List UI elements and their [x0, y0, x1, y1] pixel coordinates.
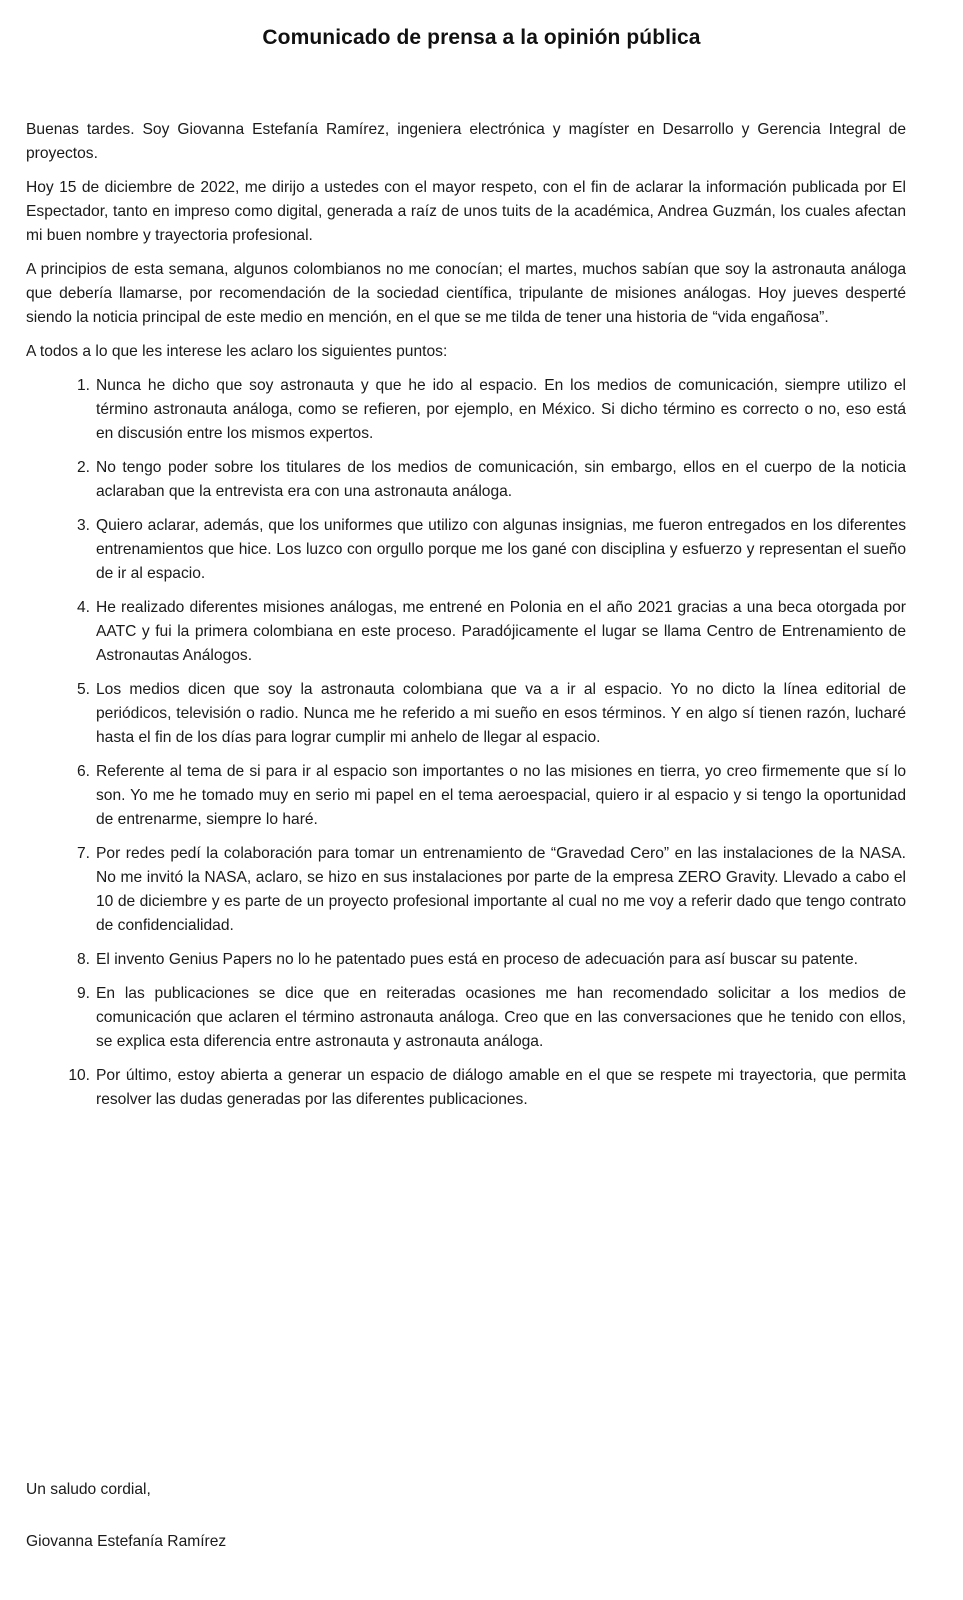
list-item-number: 5.	[76, 681, 90, 698]
list-item-number: 2.	[76, 459, 90, 476]
list-item	[26, 678, 906, 750]
list-item-number: 7.	[76, 845, 90, 862]
points-intro: A todos a lo que les interese les aclaro los siguientes puntos:	[26, 343, 448, 360]
list-item-number: 9.	[76, 985, 90, 1002]
list-item-text: Por último, estoy abierta a generar un espacio de diálogo amable en el que se respete mi trayectoria, que permita resolver las dudas generadas por las diferentes publicaciones.	[96, 1067, 906, 1108]
list-item-text: Quiero aclarar, además, que los uniformes que utilizo con algunas insignias, me fueron entregados en los diferentes entrenamientos que hice. Los luzco con orgullo porque me los gané con disciplina y esfuerzo y representan el sueño de ir al espacio.	[96, 517, 906, 582]
paragraph-greeting: Buenas tardes. Soy Giovanna Estefanía Ramírez, ingeniera electrónica y magíster en Desarrollo y Gerencia Integral de proyectos.	[26, 121, 906, 162]
list-item-number: 1.	[76, 377, 90, 394]
list-item-number: 3.	[76, 517, 90, 534]
list-item-text: Los medios dicen que soy la astronauta colombiana que va a ir al espacio. Yo no dicto la línea editorial de periódicos, televisión o radio. Nunca me he referido a mi sueño en esos términos. Y en algo sí tienen razón, lucharé hasta el fin de los días para lograr cumplir mi anhelo de llegar al espacio.	[96, 681, 906, 746]
list-item	[26, 948, 906, 972]
document-body	[26, 118, 906, 1122]
list-item	[26, 842, 906, 938]
list-item-number: 8.	[76, 951, 90, 968]
list-item	[26, 1064, 906, 1112]
list-item-text: He realizado diferentes misiones análogas, me entrené en Polonia en el año 2021 gracias a una beca otorgada por AATC y fui la primera colombiana en este proceso. Paradójicamente el lugar se llama Centro de Entrenamiento de Astronautas Análogos.	[96, 599, 906, 664]
list-item-text: No tengo poder sobre los titulares de los medios de comunicación, sin embargo, ellos en el cuerpo de la noticia aclaraban que la entrevista era con una astronauta análoga.	[96, 459, 906, 500]
list-item-text: Referente al tema de si para ir al espacio son importantes o no las misiones en tierra, yo creo firmemente que sí lo son. Yo me he tomado muy en serio mi papel en el tema aeroespacial, quiero ir al espacio y si tengo la oportunidad de entrenarme, siempre lo haré.	[96, 763, 906, 828]
list-item	[26, 982, 906, 1054]
list-item	[26, 514, 906, 586]
signature-name: Giovanna Estefanía Ramírez	[26, 1533, 227, 1550]
list-item	[26, 596, 906, 668]
list-item	[26, 456, 906, 504]
list-item	[26, 760, 906, 832]
paragraph-context: A principios de esta semana, algunos colombianos no me conocían; el martes, muchos sabían que soy la astronauta análoga que debería llamarse, por recomendación de la sociedad científica, tripulante de misiones análogas. Hoy jueves desperté siendo la noticia principal de este medio en mención, en el que se me tilda de tener una historia de “vida engañosa”.	[26, 261, 906, 326]
paragraph-purpose: Hoy 15 de diciembre de 2022, me dirijo a ustedes con el mayor respeto, con el fin de aclarar la información publicada por El Espectador, tanto en impreso como digital, generada a raíz de unos tuits de la académica, Andrea Guzmán, los cuales afectan mi buen nombre y trayectoria profesional.	[26, 179, 906, 244]
clarification-points-list	[26, 374, 906, 1112]
list-item-text: En las publicaciones se dice que en reiteradas ocasiones me han recomendado solicitar a los medios de comunicación que aclaren el término astronauta análoga. Creo que en las conversaciones que he tenido con ellos, se explica esta diferencia entre astronauta y astronauta análoga.	[96, 985, 906, 1050]
list-item-text: Por redes pedí la colaboración para tomar un entrenamiento de “Gravedad Cero” en las instalaciones de la NASA. No me invitó la NASA, aclaro, se hizo en sus instalaciones por parte de la empresa ZERO Gravity. Llevado a cabo el 10 de diciembre y es parte de un proyecto profesional importante al cual no me voy a referir dado que tengo contrato de confidencialidad.	[96, 845, 906, 934]
list-item-number: 10.	[68, 1067, 90, 1084]
list-item-number: 6.	[76, 763, 90, 780]
closing-salutation: Un saludo cordial,	[26, 1481, 151, 1498]
list-item-number: 4.	[76, 599, 90, 616]
list-item-text: Nunca he dicho que soy astronauta y que he ido al espacio. En los medios de comunicación, siempre utilizo el término astronauta análoga, como se refieren, por ejemplo, en México. Si dicho término es correcto o no, eso está en discusión entre los mismos expertos.	[96, 377, 906, 442]
list-item-text: El invento Genius Papers no lo he patentado pues está en proceso de adecuación para así buscar su patente.	[96, 951, 859, 968]
list-item	[26, 374, 906, 446]
document-title: Comunicado de prensa a la opinión pública	[262, 26, 701, 49]
